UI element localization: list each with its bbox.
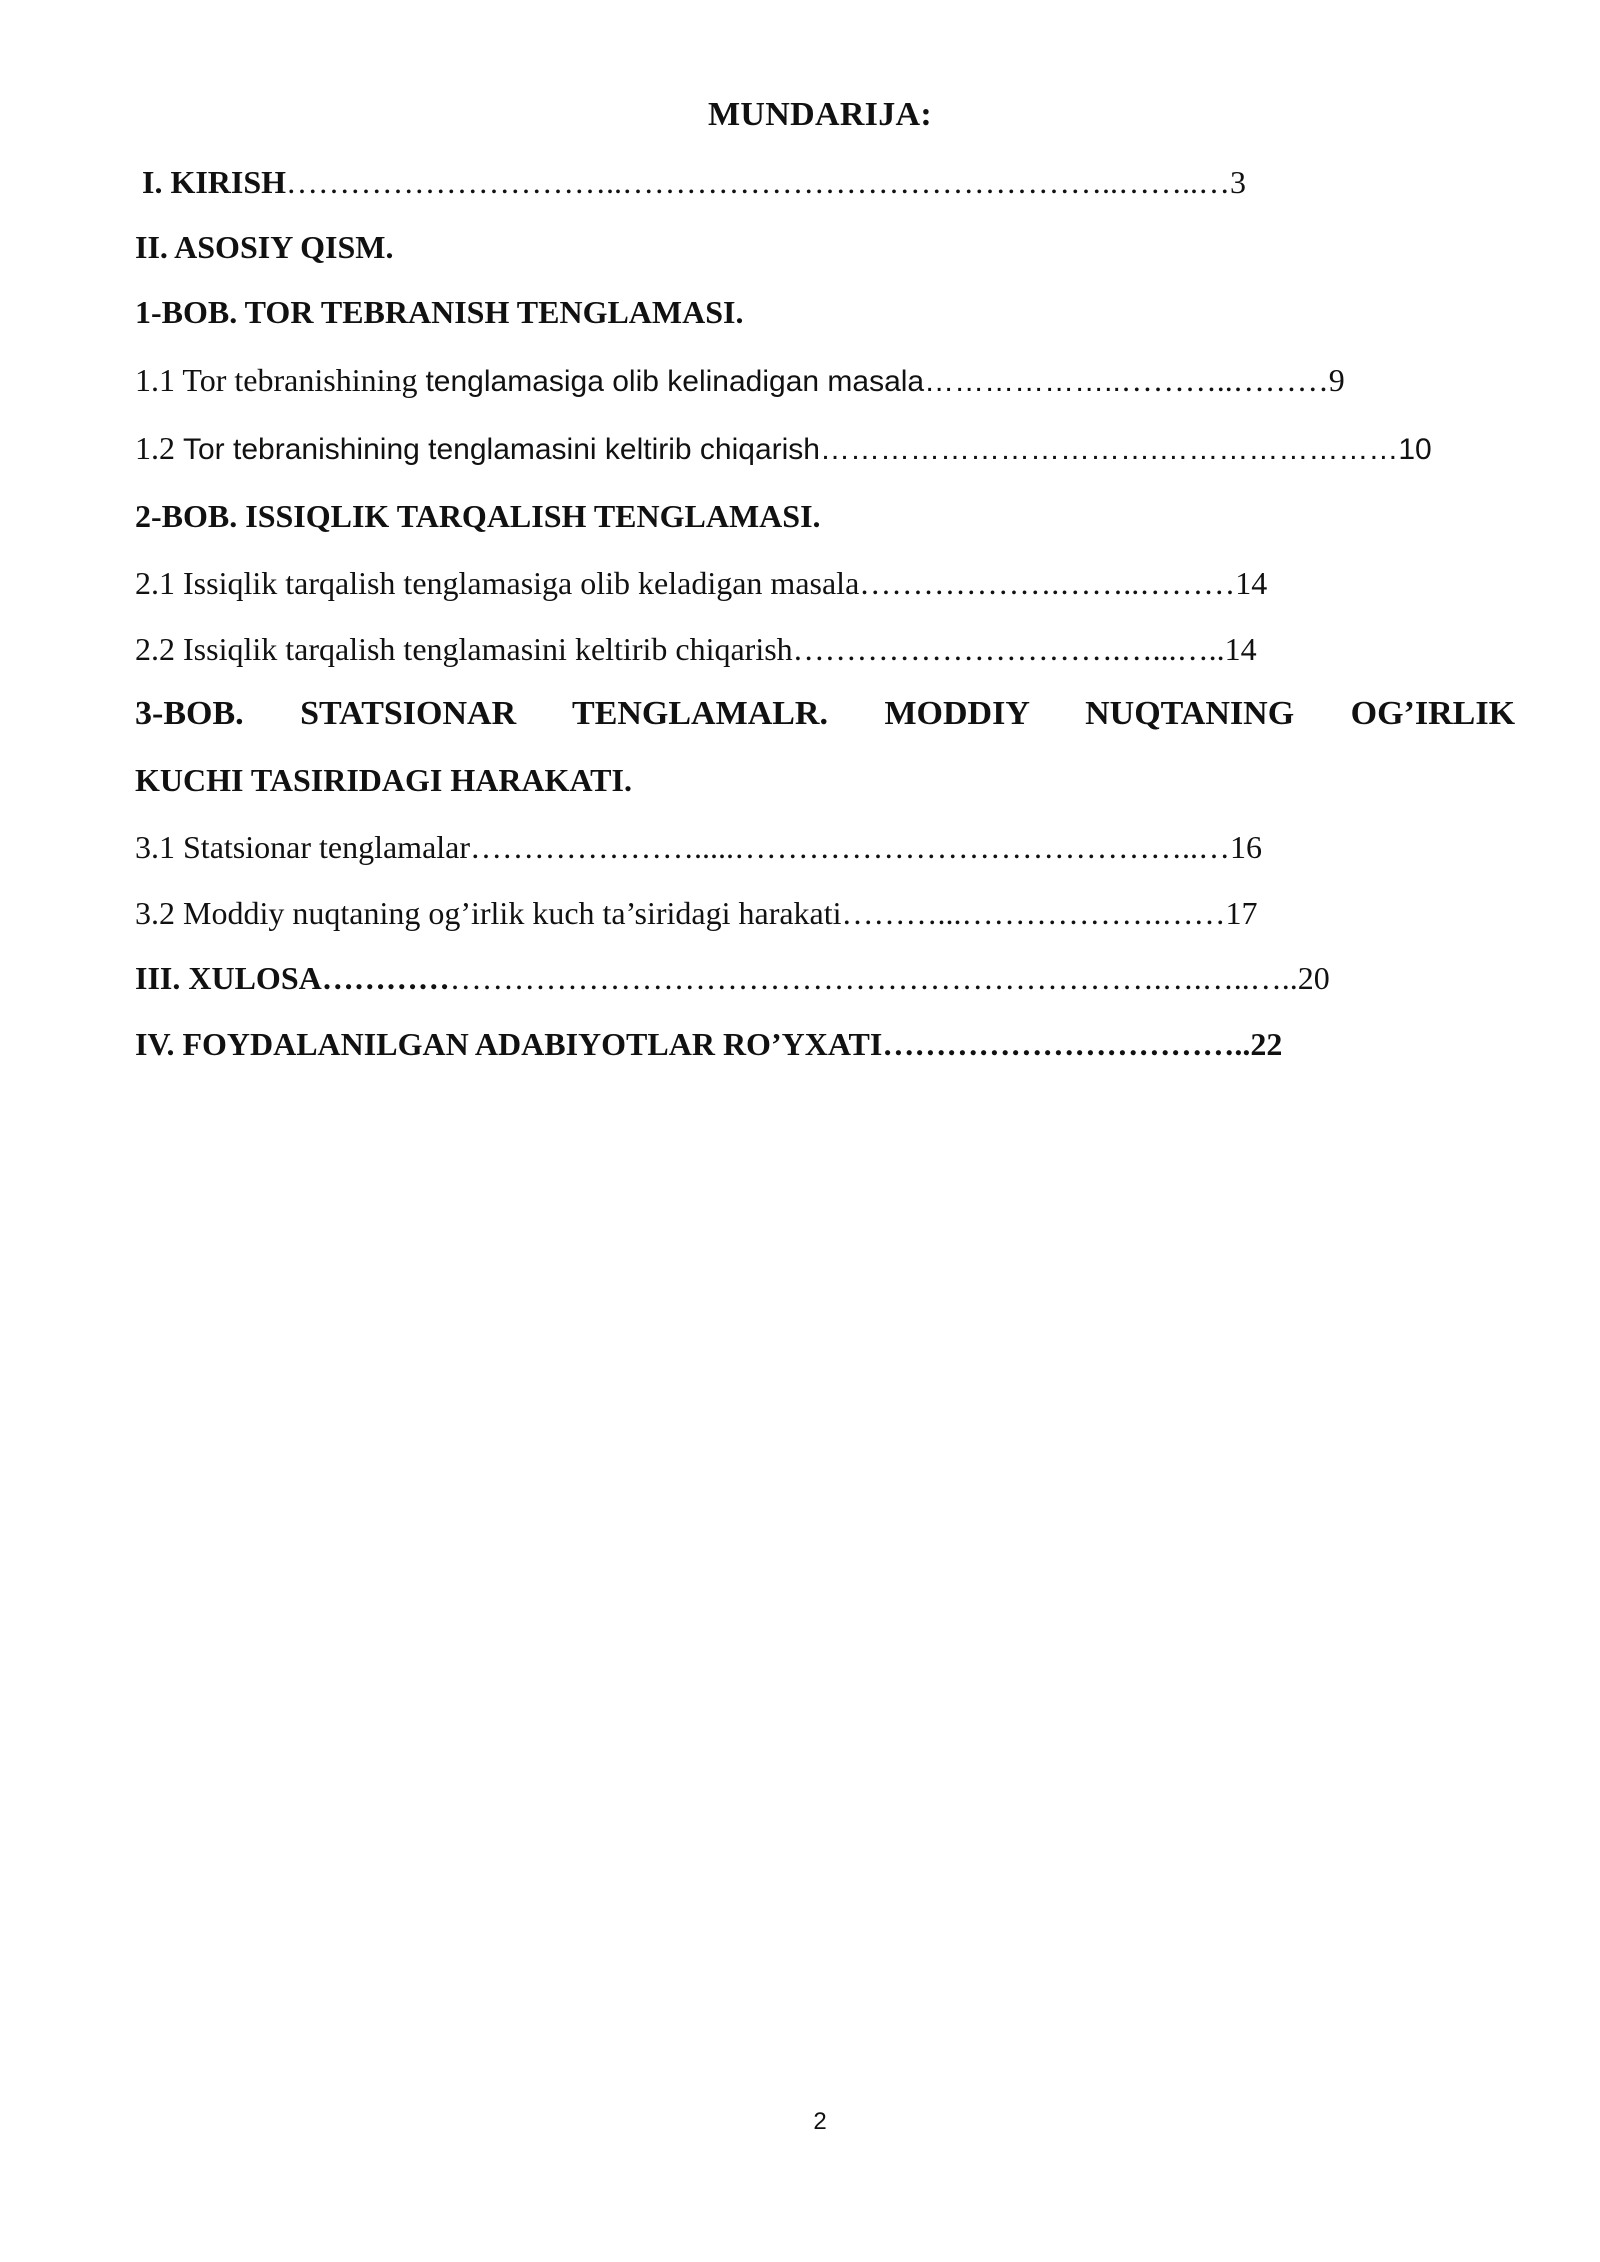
toc-entry-1-2 xyxy=(135,428,1432,470)
toc-entry-label: I. KIRISH xyxy=(142,164,287,200)
toc-entry-chapter-1 xyxy=(135,292,743,332)
toc-word: OG’IRLIK xyxy=(1350,695,1516,732)
toc-entry-leader: ……………………………..22 xyxy=(882,1026,1283,1062)
toc-entry-leader: ………………….....……………………………………..…16 xyxy=(470,829,1263,865)
toc-entry-leader: ………..………9 xyxy=(1120,362,1345,398)
toc-entry-label: IV. FOYDALANILGAN ADABIYOTLAR RO’YXATI xyxy=(135,1026,883,1062)
toc-entry-3-1 xyxy=(135,827,1262,867)
toc-entry-label: III. XULOSA xyxy=(135,960,322,996)
toc-entry-label-part: tenglamasiga olib kelinadigan masala xyxy=(425,365,925,398)
toc-entry-adabiyotlar xyxy=(135,1024,1282,1064)
toc-entry-label: 2.1 Issiqlik tarqalish tenglamasiga olib keladigan masala xyxy=(135,565,860,601)
toc-entry-chapter-2 xyxy=(135,496,821,536)
toc-entry-label-part: Tor tebranishining tenglamasini keltirib chiqarish xyxy=(183,433,820,466)
toc-entry-leader: …………………………….……………………10 xyxy=(820,433,1432,466)
toc-entry-asosiy-qism xyxy=(135,227,393,267)
toc-word: TENGLAMALR. xyxy=(572,695,828,732)
toc-entry-3-2 xyxy=(135,893,1258,933)
toc-entry-label: 2.2 Issiqlik tarqalish tenglamasini keltirib chiqarish xyxy=(135,631,793,667)
toc-entry-leader: ………...……………….……17 xyxy=(841,895,1258,931)
toc-word: MODDIY xyxy=(884,695,1029,732)
toc-entry-chapter-3-line-2 xyxy=(135,760,632,800)
toc-entry-leader: ………………………….…...…..14 xyxy=(792,631,1257,667)
toc-entry-label: 3.2 Moddiy nuqtaning og’irlik kuch ta’siridagi harakati xyxy=(135,895,842,931)
toc-entry-leader: ………………………………………………………….….…..…..20 xyxy=(449,960,1330,996)
toc-word: 3-BOB. xyxy=(135,695,244,732)
toc-entry-xulosa xyxy=(135,958,1330,998)
toc-entry-label: 3.1 Statsionar tenglamalar xyxy=(135,829,471,865)
toc-entry-kirish xyxy=(142,162,1246,202)
toc-entry-2-1 xyxy=(135,563,1267,603)
toc-entry-leader: ………… xyxy=(321,960,450,996)
toc-entry-2-2 xyxy=(135,629,1257,669)
toc-entry-leader: ……………….. xyxy=(924,365,1121,398)
toc-entry-label: 2-BOB. ISSIQLIK TARQALISH TENGLAMASI. xyxy=(135,498,821,534)
toc-entry-label: KUCHI TASIRIDAGI HARAKATI. xyxy=(135,762,632,798)
toc-word: STATSIONAR xyxy=(300,695,517,732)
toc-word: NUQTANING xyxy=(1085,695,1295,732)
toc-entry-chapter-3-line-1 xyxy=(135,694,1515,734)
toc-entry-label: 1-BOB. TOR TEBRANISH TENGLAMASI. xyxy=(135,294,744,330)
toc-entry-label-part: 1.2 xyxy=(135,430,183,466)
toc-entry-1-1 xyxy=(135,360,1345,402)
toc-title: MUNDARIJA: xyxy=(708,96,932,133)
page-number: 2 xyxy=(813,2108,827,2135)
toc-entry-leader: ……………….……..………14 xyxy=(859,565,1268,601)
toc-entry-label-part: 1.1 Tor tebranishining xyxy=(135,362,426,398)
toc-entry-leader: …………………………..………………………………………..……..…3 xyxy=(286,164,1247,200)
toc-entry-label: II. ASOSIY QISM. xyxy=(135,229,394,265)
